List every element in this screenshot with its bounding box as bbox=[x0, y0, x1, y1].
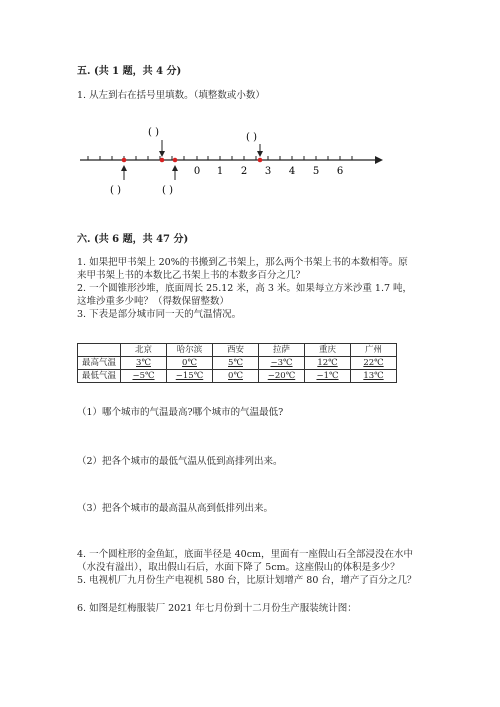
number-line bbox=[70, 120, 390, 200]
question-4-line-1: 4. 一个圆柱形的金鱼缸，底面半径是 40cm，里面有一座假山石全部浸没在水中 bbox=[77, 549, 414, 560]
table-row-label: 最高气温 bbox=[78, 357, 121, 370]
up-arrow-icon bbox=[172, 165, 178, 171]
red-point bbox=[258, 158, 263, 163]
table-header-row bbox=[78, 344, 397, 357]
question-1-line-2: 来甲书架上书的本数比乙书架上书的本数多百分之几？ bbox=[77, 270, 306, 281]
table-cell: 5℃ bbox=[213, 357, 259, 370]
tick-label: 5 bbox=[312, 166, 320, 177]
upper-paren-1: ( ) bbox=[148, 127, 159, 138]
tick-label: 6 bbox=[336, 166, 344, 177]
table-cell: 3℃ bbox=[121, 357, 167, 370]
table-header-cell: 西安 bbox=[213, 344, 259, 357]
section6-title: 六. (共 6 题，共 47 分) bbox=[77, 234, 189, 245]
table-header-cell: 拉萨 bbox=[259, 344, 305, 357]
table-cell: 13℃ bbox=[351, 370, 397, 383]
table-header-cell: 哈尔滨 bbox=[167, 344, 213, 357]
question-3: 3. 下表是部分城市同一天的气温情况。 bbox=[77, 309, 242, 320]
table-cell: 22℃ bbox=[351, 357, 397, 370]
tick-label: 4 bbox=[288, 166, 296, 177]
tick-label: 1 bbox=[216, 166, 224, 177]
table-row-label: 最低气温 bbox=[78, 370, 121, 383]
sub-question-3: （3）把各个城市的最高温从高到低排列出来。 bbox=[77, 503, 274, 514]
table-header-cell: 北京 bbox=[121, 344, 167, 357]
table-cell: −1℃ bbox=[305, 370, 351, 383]
question-5: 5. 电视机厂九月份生产电视机 580 台，比原计划增产 80 台，增产了百分之几？ bbox=[77, 575, 417, 586]
lower-paren-1: ( ) bbox=[110, 185, 121, 196]
lower-paren-2: ( ) bbox=[162, 185, 173, 196]
section5-question-1: 1. 从左到右在括号里填数。（填整数或小数） bbox=[77, 90, 265, 101]
red-point bbox=[122, 158, 127, 163]
table-header-cell: 重庆 bbox=[305, 344, 351, 357]
tick-label: 3 bbox=[264, 166, 272, 177]
up-arrow-icon bbox=[121, 165, 127, 171]
red-point bbox=[160, 158, 165, 163]
section5-title: 五. (共 1 题，共 4 分) bbox=[77, 66, 182, 77]
tick-label: 2 bbox=[240, 166, 248, 177]
table-row bbox=[78, 370, 397, 383]
table-cell: 0℃ bbox=[213, 370, 259, 383]
table-header-cell bbox=[78, 344, 121, 357]
sub-question-2: （2）把各个城市的最低气温从低到高排列出来。 bbox=[77, 456, 283, 467]
temperature-table bbox=[77, 343, 397, 383]
tick-label: 0 bbox=[193, 166, 201, 177]
table-header-cell: 广州 bbox=[351, 344, 397, 357]
question-4-line-2: （水没有溢出），取出假山石后，水面下降了 5cm。这座假山的体积是多少？ bbox=[77, 562, 400, 573]
question-2-line-1: 2. 一个圆锥形沙堆，底面周长 25.12 米，高 3 米。如果每立方米沙重 1.7 吨， bbox=[77, 283, 413, 294]
red-point bbox=[173, 158, 178, 163]
table-cell: 12℃ bbox=[305, 357, 351, 370]
question-6: 6. 如图是红梅服装厂 2021 年七月份到十二月份生产服装统计图： bbox=[77, 603, 357, 614]
question-1-line-1: 1. 如果把甲书架上 20%的书搬到乙书架上，那么两个书架上书的本数相等。原 bbox=[77, 257, 408, 268]
table-row bbox=[78, 357, 397, 370]
question-2-line-2: 这堆沙重多少吨？（得数保留整数） bbox=[77, 296, 230, 307]
table-cell: −3℃ bbox=[259, 357, 305, 370]
sub-question-1: （1）哪个城市的气温最高?哪个城市的气温最低? bbox=[77, 407, 284, 418]
table-cell: −5℃ bbox=[121, 370, 167, 383]
table-cell: −20℃ bbox=[259, 370, 305, 383]
down-arrow-icon bbox=[257, 151, 263, 157]
upper-paren-2: ( ) bbox=[246, 132, 257, 143]
table-cell: 0℃ bbox=[167, 357, 213, 370]
table-cell: −15℃ bbox=[167, 370, 213, 383]
axis-arrow-icon bbox=[375, 156, 383, 164]
